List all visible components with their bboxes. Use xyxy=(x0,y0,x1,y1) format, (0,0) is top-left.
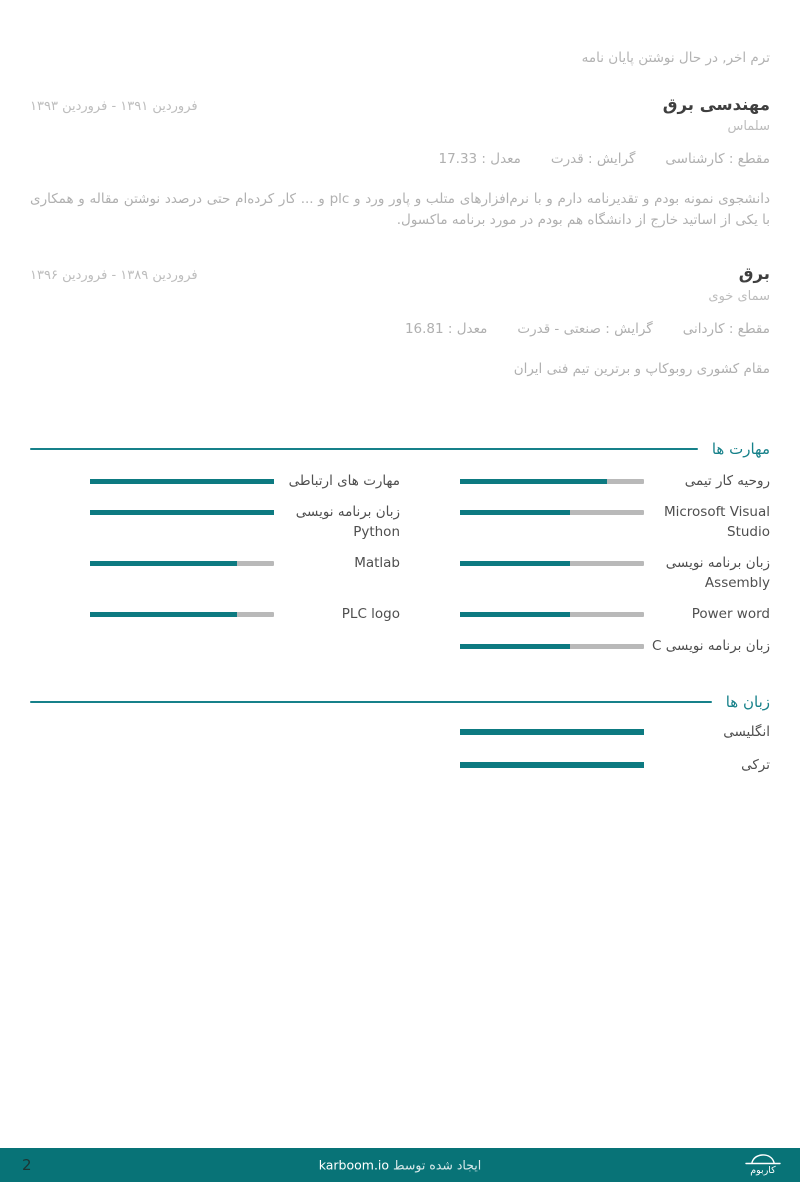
skill-bar-fill xyxy=(90,612,237,617)
education-details xyxy=(30,321,770,337)
skills-section-header xyxy=(30,440,770,458)
skill-bar-fill xyxy=(460,762,644,768)
education-gpa: معدل : 17.33 xyxy=(438,151,521,168)
karboom-logo xyxy=(740,1151,786,1176)
skill-label: Power word xyxy=(691,606,770,623)
skill-bar-track xyxy=(460,762,644,768)
skill-item xyxy=(30,503,400,542)
skill-item xyxy=(30,472,400,492)
education-date-range: فروردین ۱۳۹۱ - فروردین ۱۳۹۳ xyxy=(30,99,198,114)
skill-item xyxy=(400,756,770,776)
skill-bar-fill xyxy=(460,561,570,566)
skills-section-title: مهارت ها xyxy=(711,439,770,458)
karboom-car-icon xyxy=(744,1151,782,1166)
footer-credit xyxy=(0,1158,800,1173)
skill-bar-fill xyxy=(90,561,237,566)
skill-label: انگلیسی xyxy=(723,723,770,740)
skill-bar-track xyxy=(90,479,274,484)
skill-label: زبان برنامه نویسی Python xyxy=(295,504,400,540)
skill-label: Microsoft Visual Studio xyxy=(663,504,770,540)
skill-item xyxy=(400,472,770,492)
skill-bar-track xyxy=(460,510,644,515)
education-gpa: معدل : 16.81 xyxy=(404,320,488,337)
languages-section-header xyxy=(30,693,770,711)
skill-bar-fill xyxy=(460,729,644,735)
skill-bar-track xyxy=(460,479,644,484)
skill-label: ترکی xyxy=(741,757,770,774)
education-date-range: فروردین ۱۳۸۹ - فروردین ۱۳۹۶ xyxy=(30,268,198,284)
skill-bar-fill xyxy=(460,510,570,515)
education-major: گرایش : صنعتی - قدرت xyxy=(517,320,653,337)
skill-bar-fill xyxy=(460,612,570,617)
skill-label: زبان برنامه نویسی C xyxy=(652,638,770,655)
education-institution: سلماس xyxy=(727,119,770,135)
skill-bar-track xyxy=(460,729,644,735)
skill-bar-track xyxy=(460,612,644,617)
skill-label: PLC logo xyxy=(341,606,400,623)
page-number: 2 xyxy=(22,1156,32,1174)
skill-bar-track xyxy=(90,561,274,566)
page-footer xyxy=(0,1148,800,1182)
languages-section-title: زبان ها xyxy=(725,692,770,711)
skill-bar-track xyxy=(460,561,644,566)
education-description: دانشجوی نمونه بودم و تقدیرنامه دارم و با نرم‌افزارهای متلب و پاور ورد و plc و ... کار کرده‌ام حتی درصدد نوشتن مقاله و همکاری با یکی از اساتید خارج از دانشگاه هم بودم در مورد برنامه ماکسول. xyxy=(30,191,770,229)
skill-item xyxy=(400,637,770,657)
skill-item xyxy=(30,605,400,625)
skill-bar-track xyxy=(90,612,274,617)
section-divider-line xyxy=(30,448,698,450)
section-divider-line xyxy=(30,701,712,703)
skill-item xyxy=(30,554,400,593)
karboom-logo-word: کاربوم xyxy=(750,1165,776,1176)
skill-label: Matlab xyxy=(354,555,400,572)
footer-brand-domain: karboom.io xyxy=(318,1157,390,1173)
education-details xyxy=(30,151,770,167)
education-title: مهندسی برق xyxy=(662,95,770,114)
skill-label: مهارت های ارتباطی xyxy=(288,472,400,489)
languages-list xyxy=(400,723,770,776)
skill-bar-track xyxy=(460,644,644,649)
education-major: گرایش : قدرت xyxy=(550,151,636,168)
skill-bar-fill xyxy=(90,510,274,515)
footer-credit-prefix: ایجاد شده توسط xyxy=(393,1157,482,1173)
education-degree: مقطع : کاردانی xyxy=(682,320,770,337)
resume-page xyxy=(0,50,800,1182)
skill-bar-fill xyxy=(90,479,274,484)
skill-item xyxy=(400,723,770,743)
education-title: برق xyxy=(738,264,770,284)
skill-bar-track xyxy=(90,510,274,515)
education-institution: سمای خوی xyxy=(708,288,770,304)
skills-grid xyxy=(30,472,770,657)
skill-label: زبان برنامه نویسی Assembly xyxy=(665,555,770,591)
education-entry xyxy=(30,94,770,231)
skill-item xyxy=(400,554,770,593)
skills-section xyxy=(30,440,770,657)
skill-bar-fill xyxy=(460,644,570,649)
previous-entry-note: ترم اخر, در حال نوشتن پایان نامه xyxy=(581,50,770,66)
languages-section xyxy=(30,693,770,776)
education-description: مقام کشوری روبوکاپ و برترین تیم فنی ایران xyxy=(513,360,770,377)
education-degree: مقطع : کارشناسی xyxy=(665,151,770,168)
skill-item xyxy=(400,503,770,542)
education-entry xyxy=(30,263,770,379)
skill-label: روحیه کار تیمی xyxy=(684,472,770,489)
skill-item xyxy=(400,605,770,625)
skill-bar-fill xyxy=(460,479,607,484)
